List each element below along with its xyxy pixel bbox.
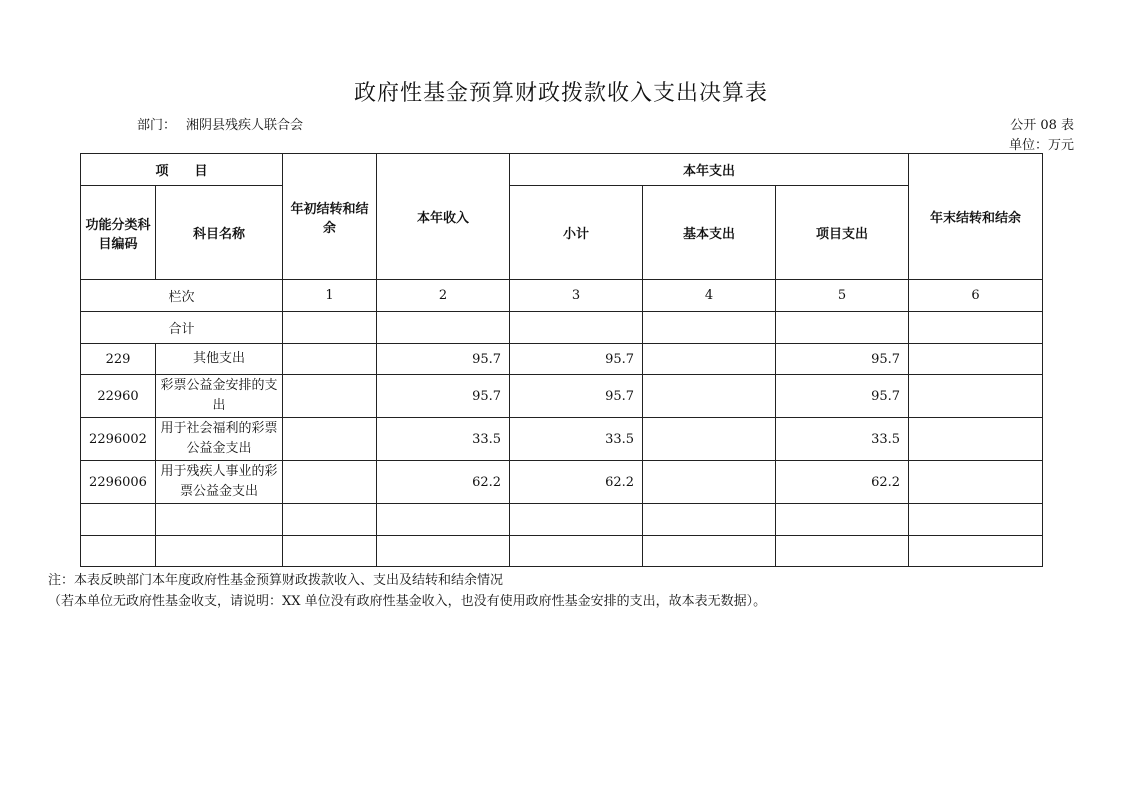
row-name: 彩票公益金安排的支出 [156,375,283,418]
row-subtotal: 95.7 [510,375,643,418]
note-line-1: 注：本表反映部门本年度政府性基金预算财政拨款收入、支出及结转和结余情况 [48,573,504,588]
row-project: 62.2 [776,461,909,504]
row-end [909,344,1043,375]
row-basic [643,418,776,461]
header-subject-name: 科目名称 [156,186,283,280]
department-line [137,114,303,133]
column-number: 2 [377,280,510,312]
row-project: 33.5 [776,418,909,461]
table-row [81,375,1043,418]
header-begin-balance: 年初结转和结余 [283,154,377,280]
table-row [81,418,1043,461]
column-number-label: 栏次 [81,280,283,312]
row-income: 62.2 [377,461,510,504]
row-code: 2296006 [81,461,156,504]
unit-label: 单位：万元 [1008,138,1074,153]
total-row [81,312,1043,344]
header-item: 项 目 [81,154,283,186]
report-title: 政府性基金预算财政拨款收入支出决算表 [353,81,768,106]
header-subtotal: 小计 [510,186,643,280]
table-row [81,461,1043,504]
department-label: 部门： [137,118,177,133]
row-subtotal: 62.2 [510,461,643,504]
total-label: 合计 [81,312,283,344]
column-number: 1 [283,280,377,312]
header-income: 本年收入 [377,154,510,280]
form-number: 公开 08 表 [1010,118,1074,133]
column-number: 5 [776,280,909,312]
row-basic [643,461,776,504]
header-expense: 本年支出 [510,154,909,186]
row-end [909,418,1043,461]
row-subtotal: 95.7 [510,344,643,375]
header-end-balance: 年末结转和结余 [909,154,1043,280]
row-basic [643,375,776,418]
row-project: 95.7 [776,375,909,418]
row-begin [283,418,377,461]
row-begin [283,375,377,418]
row-subtotal: 33.5 [510,418,643,461]
row-begin [283,461,377,504]
row-project: 95.7 [776,344,909,375]
department-name: 湘阴县残疾人联合会 [186,118,304,133]
table-row [81,344,1043,375]
row-begin [283,344,377,375]
row-basic [643,344,776,375]
row-end [909,461,1043,504]
row-name: 其他支出 [156,344,283,375]
empty-row [81,536,1043,567]
header-func-code: 功能分类科目编码 [81,186,156,280]
row-code: 229 [81,344,156,375]
row-income: 95.7 [377,344,510,375]
budget-table [80,153,1043,567]
row-income: 33.5 [377,418,510,461]
row-end [909,375,1043,418]
header-project: 项目支出 [776,186,909,280]
column-number: 4 [643,280,776,312]
row-name: 用于社会福利的彩票公益金支出 [156,418,283,461]
row-code: 22960 [81,375,156,418]
column-number: 6 [909,280,1043,312]
row-income: 95.7 [377,375,510,418]
note-line-2: （若本单位无政府性基金收支，请说明：XX 单位没有政府性基金收入，也没有使用政府性基金安排的支出，故本表无数据）。 [48,594,767,609]
column-number: 3 [510,280,643,312]
empty-row [81,504,1043,536]
row-name: 用于残疾人事业的彩票公益金支出 [156,461,283,504]
row-code: 2296002 [81,418,156,461]
header-basic: 基本支出 [643,186,776,280]
